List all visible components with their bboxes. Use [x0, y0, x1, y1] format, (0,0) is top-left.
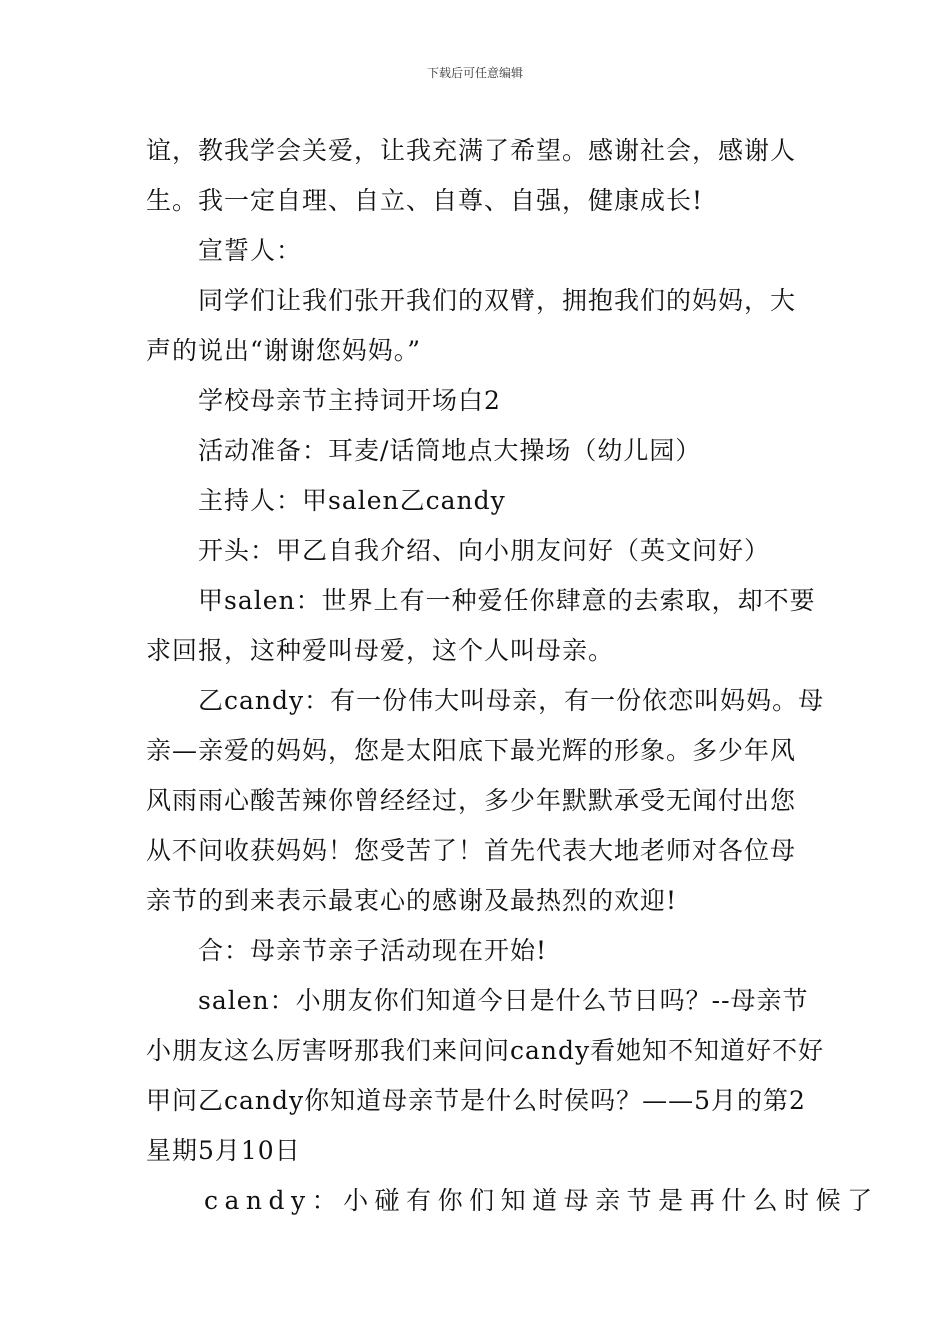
paragraph: [146, 1176, 879, 1226]
text-line: 宣誓人：: [198, 236, 303, 265]
text-line: 乙candy：有一份伟大叫母亲，有一份依恋叫妈妈。母: [198, 686, 825, 715]
text-line: 活动准备：耳麦/话筒地点大操场（幼儿园）: [198, 436, 702, 465]
paragraph: [146, 676, 825, 926]
text-line: 甲问乙candy你知道母亲节是什么时侯吗？——5月的第2: [146, 1086, 806, 1115]
text-line: candy：小碰有你们知道母亲节是再什么时候了: [204, 1186, 879, 1215]
text-line: 从不问收获妈妈！您受苦了！首先代表大地老师对各位母: [146, 836, 797, 865]
paragraph: [146, 576, 816, 676]
text-line: 生。我一定自理、自立、自尊、自强，健康成长!: [146, 186, 704, 215]
paragraph: [146, 426, 810, 476]
paragraph: [146, 476, 810, 526]
text-line: 亲节的到来表示最衷心的感谢及最热烈的欢迎!: [146, 886, 678, 915]
section-heading: [146, 376, 810, 426]
page-header: 下载后可任意编辑: [426, 66, 523, 80]
text-line: 小朋友这么厉害呀那我们来问问candy看她知不知道好不好: [146, 1036, 825, 1065]
text-line: 开头：甲乙自我介绍、向小朋友问好（英文问好）: [198, 536, 771, 565]
text-line: 亲—亲爱的妈妈，您是太阳底下最光辉的形象。多少年风: [146, 736, 797, 765]
text-line: 星期5月10日: [146, 1136, 301, 1165]
text-line: 合：母亲节亲子活动现在开始!: [198, 936, 548, 965]
paragraph: [146, 926, 810, 976]
text-line: 主持人：甲salen乙candy: [198, 486, 506, 515]
text-line: 求回报，这种爱叫母爱，这个人叫母亲。: [146, 636, 615, 665]
paragraph: [146, 976, 825, 1176]
text-line: 同学们让我们张开我们的双臂，拥抱我们的妈妈，大: [198, 286, 797, 315]
text-line: 学校母亲节主持词开场白2: [198, 386, 501, 415]
paragraph: [146, 526, 810, 576]
text-line: salen：小朋友你们知道今日是什么节日吗？--母亲节: [198, 986, 809, 1015]
text-line: 甲salen：世界上有一种爱任你肆意的去索取，却不要: [198, 586, 816, 615]
document-body: [146, 126, 879, 1226]
text-line: 谊，教我学会关爱，让我充满了希望。感谢社会，感谢人: [146, 136, 797, 165]
paragraph: [146, 226, 810, 276]
paragraph: [146, 126, 810, 226]
paragraph: [146, 276, 810, 376]
text-line: 风雨雨心酸苦辣你曾经经过，多少年默默承受无闻付出您: [146, 786, 797, 815]
text-line: 声的说出“谢谢您妈妈。”: [146, 336, 422, 365]
